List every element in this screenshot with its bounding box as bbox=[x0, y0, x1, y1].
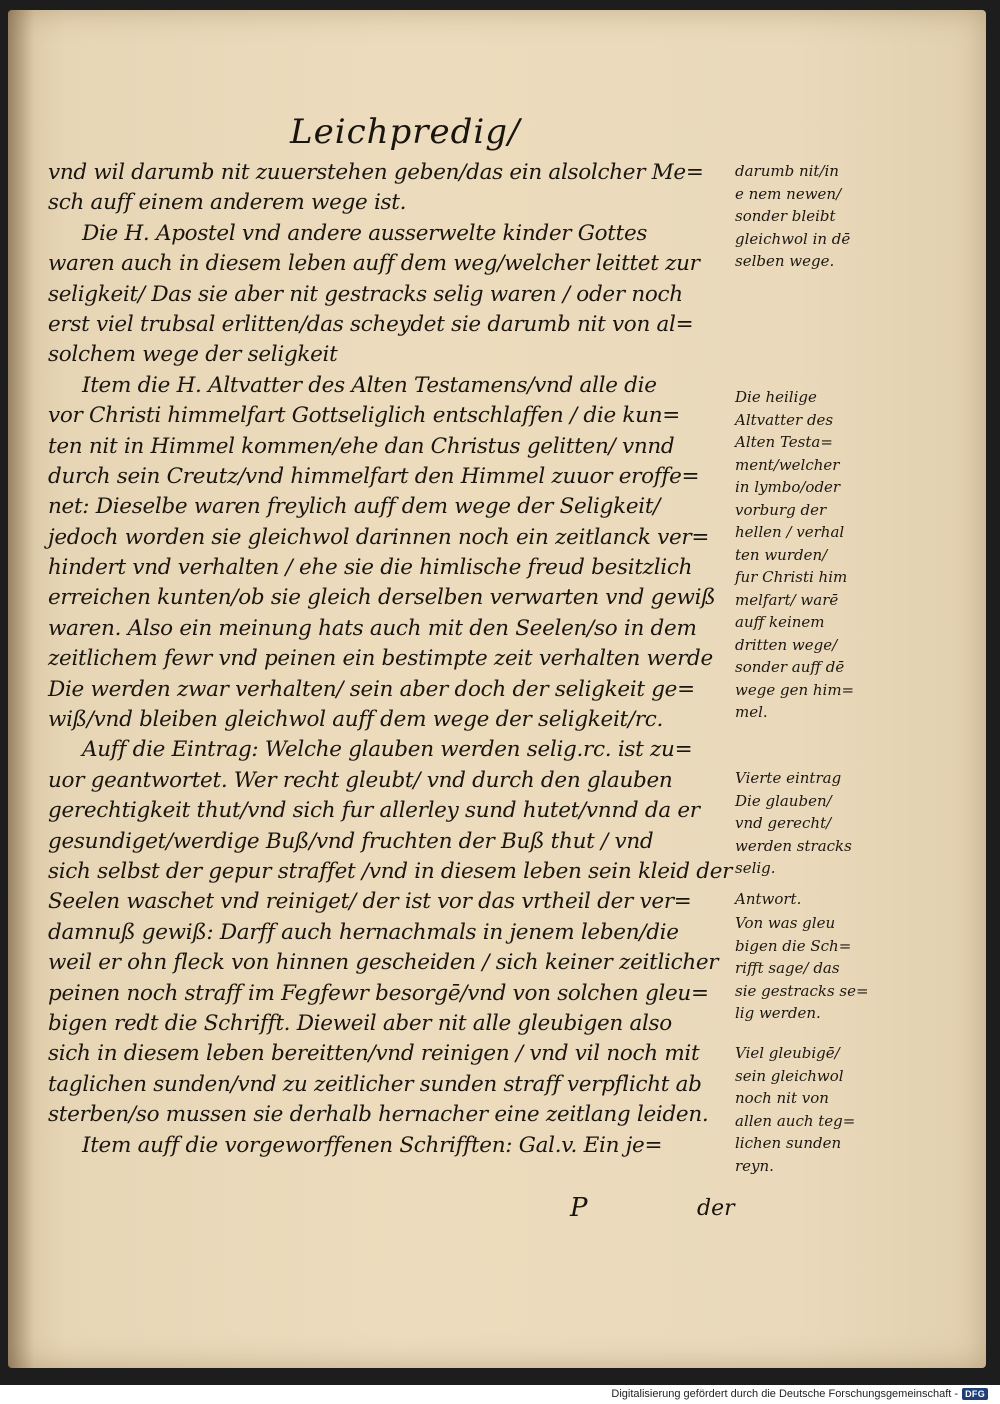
margin-note-line: mel. bbox=[735, 703, 768, 721]
margin-note-line: Altvatter des bbox=[735, 410, 834, 429]
text-line: sich in diesem leben bereitten/vnd reinigen / vnd vil noch mit bbox=[48, 1041, 700, 1067]
margin-note-line: Viel gleubigē/ bbox=[735, 1044, 840, 1062]
text-line: sterben/so mussen sie derhalb hernacher eine zeitlang leiden. bbox=[48, 1102, 709, 1128]
margin-note-line: gleichwol in dē bbox=[735, 229, 851, 248]
text-line: hindert vnd verhalten / ehe sie die himlische freud besitzlich bbox=[48, 555, 693, 581]
margin-note-line: Antwort. bbox=[735, 890, 802, 908]
dfg-logo: DFG bbox=[962, 1388, 988, 1400]
text-line: uor geantwortet. Wer recht gleubt/ vnd durch den glauben bbox=[48, 767, 673, 793]
margin-note-line: selig. bbox=[735, 859, 776, 877]
catchword: der bbox=[697, 1196, 735, 1221]
margin-note-line: bigen die Sch= bbox=[735, 936, 852, 955]
text-line: Item die H. Altvatter des Alten Testamens/vnd alle die bbox=[82, 372, 657, 398]
text-line: net: Dieselbe waren freylich auff dem wege der Seligkeit/ bbox=[48, 494, 661, 520]
margin-note-line: vnd gerecht/ bbox=[735, 814, 832, 832]
text-line: zeitlichem fewr vnd peinen ein bestimpte zeit verhalten werde bbox=[48, 646, 713, 672]
margin-note-line: lichen sunden bbox=[735, 1134, 842, 1152]
margin-note bbox=[735, 767, 852, 880]
text-line: waren. Also ein meinung hats auch mit den Seelen/so in dem bbox=[48, 615, 697, 641]
margin-note-line: ten wurden/ bbox=[735, 545, 828, 564]
footer-credit bbox=[611, 1388, 988, 1400]
text-line: peinen noch straff im Fegfewr besorgē/vnd von solchen gleu= bbox=[48, 980, 709, 1006]
margin-note-line: sonder bleibt bbox=[735, 207, 836, 225]
text-line: vor Christi himmelfart Gottseliglich entschlaffen / die kun= bbox=[48, 403, 680, 429]
margin-note-line: werden stracks bbox=[735, 836, 852, 855]
text-line: jedoch worden sie gleichwol darinnen noch ein zeitlanck ver= bbox=[48, 524, 710, 550]
running-head: Leichpredig/ bbox=[290, 112, 521, 152]
text-line: Die H. Apostel vnd andere ausserwelte kinder Gottes bbox=[82, 220, 648, 246]
margin-note-line: Von was gleu bbox=[735, 914, 836, 932]
margin-note-line: hellen / verhal bbox=[735, 523, 845, 541]
margin-note-line: darumb nit/in bbox=[735, 162, 839, 180]
margin-note-line: reyn. bbox=[735, 1156, 774, 1175]
margin-note-line: selben wege. bbox=[735, 252, 835, 270]
signature-mark: P bbox=[570, 1193, 588, 1223]
margin-note-line: sein gleichwol bbox=[735, 1066, 844, 1085]
text-line: ten nit in Himmel kommen/ehe dan Christus gelitten/ vnnd bbox=[48, 433, 675, 459]
text-line: taglichen sunden/vnd zu zeitlicher sunden straff verpflicht ab bbox=[48, 1071, 702, 1097]
margin-note-line: Vierte eintrag bbox=[735, 769, 842, 787]
text-line: Auff die Eintrag: Welche glauben werden selig.rc. ist zu= bbox=[82, 737, 693, 763]
text-line: wiß/vnd bleiben gleichwol auff dem wege der seligkeit/rc. bbox=[48, 707, 664, 733]
text-line: Seelen waschet vnd reiniget/ der ist vor das vrtheil der ver= bbox=[48, 889, 692, 915]
margin-note-line: rifft sage/ das bbox=[735, 959, 840, 977]
margin-note-line: auff keinem bbox=[735, 613, 825, 631]
gutter-shadow bbox=[8, 10, 34, 1368]
text-line: erst viel trubsal erlitten/das scheydet sie darumb nit von al= bbox=[48, 311, 694, 337]
text-line: seligkeit/ Das sie aber nit gestracks selig waren / oder noch bbox=[48, 281, 683, 307]
text-line: vnd wil darumb nit zuuerstehen geben/das ein alsolcher Me= bbox=[48, 160, 704, 185]
margin-note-line: Alten Testa= bbox=[735, 433, 833, 451]
margin-note-line: ment/welcher bbox=[735, 455, 840, 474]
text-line: damnuß gewiß: Darff auch hernachmals in jenem leben/die bbox=[48, 919, 679, 945]
margin-note-line: in lymbo/oder bbox=[735, 478, 841, 496]
text-line: gerechtigkeit thut/vnd sich fur allerley sund hutet/vnnd da er bbox=[48, 798, 700, 824]
text-line: waren auch in diesem leben auff dem weg/welcher leittet zur bbox=[48, 251, 700, 277]
margin-note-line: allen auch teg= bbox=[735, 1111, 856, 1130]
margin-note bbox=[735, 160, 850, 273]
margin-note-line: Die heilige bbox=[735, 388, 817, 406]
margin-note bbox=[735, 386, 854, 724]
margin-note bbox=[735, 1042, 855, 1177]
margin-note-line: Die glauben/ bbox=[735, 791, 832, 810]
text-line: Die werden zwar verhalten/ sein aber doch der seligkeit ge= bbox=[48, 676, 695, 702]
margin-note bbox=[735, 912, 869, 1025]
margin-note-line: dritten wege/ bbox=[735, 635, 838, 654]
margin-note-line: sonder auff dē bbox=[735, 658, 845, 676]
text-line: weil er ohn fleck von hinnen gescheiden / sich keiner zeitlicher bbox=[48, 950, 719, 976]
text-line: gesundiget/werdige Buß/vnd fruchten der Buß thut / vnd bbox=[48, 828, 654, 854]
margin-note-line: vorburg der bbox=[735, 500, 827, 519]
footer-credit-text: Digitalisierung gefördert durch die Deutsche Forschungsgemeinschaft - bbox=[611, 1388, 959, 1400]
main-text-block bbox=[48, 158, 738, 1161]
text-line: erreichen kunten/ob sie gleich derselben verwarten vnd gewiß bbox=[48, 585, 716, 611]
text-line: sich selbst der gepur straffet /vnd in diesem leben sein kleid der bbox=[48, 858, 733, 884]
margin-note bbox=[735, 888, 801, 911]
text-line: bigen redt die Schrifft. Dieweil aber nit alle gleubigen also bbox=[48, 1010, 672, 1036]
text-line: Item auff die vorgeworffenen Schrifften: Gal.v. Ein je= bbox=[82, 1132, 663, 1158]
margin-note-line: lig werden. bbox=[735, 1004, 821, 1022]
text-line: solchem wege der seligkeit bbox=[48, 342, 338, 368]
margin-note-line: wege gen him= bbox=[735, 680, 855, 699]
margin-note-line: e nem newen/ bbox=[735, 184, 842, 203]
margin-note-line: noch nit von bbox=[735, 1089, 829, 1107]
text-line: sch auff einem anderem wege ist. bbox=[48, 190, 407, 216]
margin-note-line: sie gestracks se= bbox=[735, 981, 869, 1000]
margin-note-line: melfart/ warē bbox=[735, 590, 839, 609]
text-line: durch sein Creutz/vnd himmelfart den Himmel zuuor eroffe= bbox=[48, 463, 700, 489]
margin-note-line: fur Christi him bbox=[735, 568, 848, 586]
